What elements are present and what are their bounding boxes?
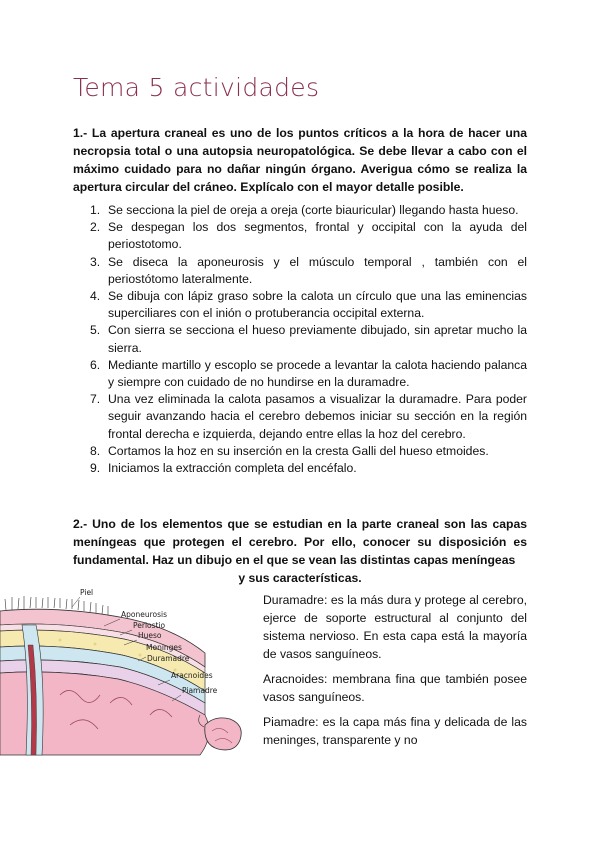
description-aracnoides: Aracnoides: membrana fina que también posee vasos sanguíneos. <box>263 672 527 704</box>
question-2-text: 2.- Uno de los elementos que se estudian en la parte craneal son las capas meníngeas que protegen el cerebro. Por ello, conocer su disposición es fundamental. Haz un dibujo en el que se vean las distintas capas meníngeas <box>73 517 527 567</box>
list-item <box>73 219 527 253</box>
label-duramadre: Duramadre <box>147 654 190 663</box>
list-text: Se diseca la aponeurosis y el músculo temporal , también con el periostótomo lateralmente. <box>108 254 527 286</box>
list-number: 7. <box>90 392 101 407</box>
question-2 <box>73 515 527 587</box>
list-number: 4. <box>90 289 101 304</box>
page-title: Tema 5 actividades <box>73 73 320 102</box>
list-text: Con sierra se secciona el hueso previamente dibujado, sin apretar mucho la sierra. <box>108 323 527 355</box>
label-piel: Piel <box>80 588 94 597</box>
list-number: 9. <box>90 461 101 476</box>
list-number: 8. <box>90 443 101 458</box>
list-text: Iniciamos la extracción completa del encéfalo. <box>108 461 357 476</box>
description-piamadre: Piamadre: es la capa más fina y delicada de las meninges, transparente y no <box>263 715 527 747</box>
list-text: Una vez eliminada la calota pasamos a visualizar la duramadre. Para poder seguir avanzando hacia el cerebro debemos iniciar su sección en la región frontal derecha e izquierda, dejando entre ellas la hoz del cerebro. <box>108 392 527 441</box>
list-item <box>73 254 527 288</box>
list-item <box>73 202 527 219</box>
label-piamadre: Piamadre <box>182 686 218 695</box>
list-item <box>73 288 527 322</box>
list-text: Se secciona la piel de oreja a oreja (corte biauricular) llegando hasta hueso. <box>108 203 519 217</box>
list-number: 2. <box>90 220 101 235</box>
label-hueso: Hueso <box>138 631 162 640</box>
list-item <box>73 460 527 477</box>
steps-list <box>73 202 527 477</box>
label-aponeurosis: Aponeurosis <box>121 610 168 619</box>
list-text: Cortamos la hoz en su inserción en la cresta Galli del hueso etmoides. <box>108 443 489 458</box>
label-periostio: Periostio <box>133 621 166 630</box>
label-aracnoides: Aracnoides <box>171 671 213 680</box>
list-number: 3. <box>90 254 101 269</box>
list-text: Se dibuja con lápiz graso sobre la calota un círculo que una las eminencias superciliares con el inión o protuberancia occipital externa. <box>108 289 527 321</box>
list-number: 6. <box>90 357 101 372</box>
list-item <box>73 357 527 391</box>
question-2-last-line: y sus características. <box>238 571 362 585</box>
label-meninges: Meninges <box>146 643 182 652</box>
description-duramadre: Duramadre: es la más dura y protege al cerebro, ejerce de soporte estructural al conjunto del sistema nervioso. En esta capa está la mayoría de vasos sanguíneos. <box>263 593 527 661</box>
list-item <box>73 443 527 460</box>
list-item <box>73 391 527 443</box>
list-number: 1. <box>90 203 101 217</box>
list-item <box>73 322 527 356</box>
list-text: Se despegan los dos segmentos, frontal y occipital con la ayuda del periostotomo. <box>108 220 527 252</box>
meninges-illustration <box>0 585 255 757</box>
list-number: 5. <box>90 323 101 338</box>
list-text: Mediante martillo y escoplo se procede a levantar la calota haciendo palanca y siempre con cuidado de no hundirse en la duramadre. <box>108 357 527 390</box>
question-1: 1.- La apertura craneal es uno de los puntos críticos a la hora de hacer una necropsia total o una autopsia neuropatológica. Se debe llevar a cabo con el máximo cuidado para no dañar ningún órgano. Averigua cómo se realiza la apertura circular del cráneo. Explícalo con el mayor detalle posible. <box>73 126 527 194</box>
